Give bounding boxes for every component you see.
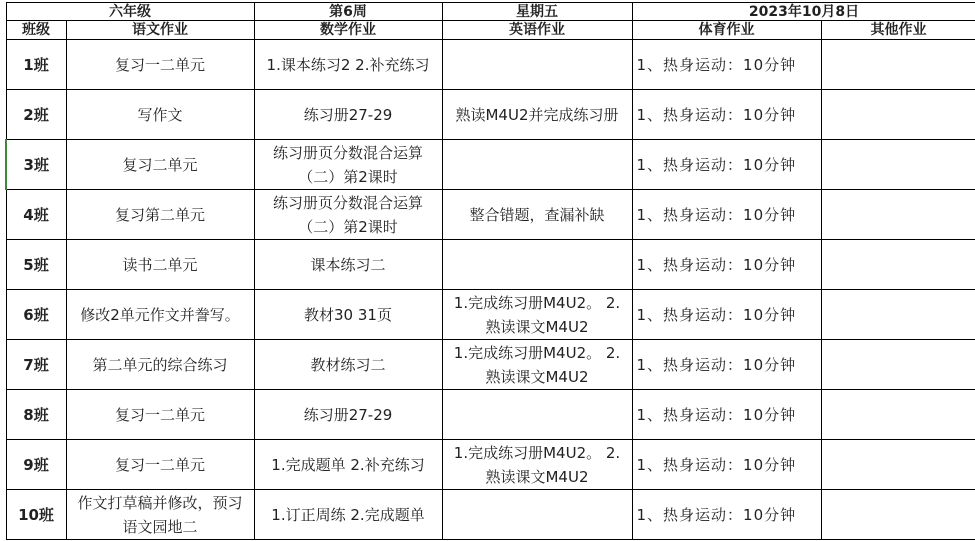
class-cell[interactable]: 3班 — [6, 140, 66, 190]
math-homework-cell[interactable]: 练习册27-29 — [254, 90, 442, 140]
col-header-other: 其他作业 — [821, 21, 975, 40]
english-homework-cell[interactable]: 1.完成练习册M4U2。 2.熟读课文M4U2 — [442, 340, 632, 390]
math-homework-cell[interactable]: 教材30 31页 — [254, 290, 442, 340]
other-homework-cell[interactable] — [821, 190, 975, 240]
english-homework-cell[interactable]: 1.完成练习册M4U2。 2.熟读课文M4U2 — [442, 290, 632, 340]
other-homework-cell[interactable] — [821, 140, 975, 190]
class-cell[interactable]: 5班 — [6, 240, 66, 290]
table-row — [6, 440, 975, 490]
english-homework-cell[interactable] — [442, 40, 632, 90]
grade-cell: 六年级 — [6, 3, 254, 21]
col-header-class: 班级 — [6, 21, 66, 40]
other-homework-cell[interactable] — [821, 390, 975, 440]
other-homework-cell[interactable] — [821, 490, 975, 540]
class-cell[interactable]: 10班 — [6, 490, 66, 540]
math-homework-cell[interactable]: 1.完成题单 2.补充练习 — [254, 440, 442, 490]
english-homework-cell[interactable] — [442, 390, 632, 440]
table-row — [6, 290, 975, 340]
pe-homework-cell[interactable]: 1、热身运动：10分钟 — [632, 290, 821, 340]
table-row — [6, 240, 975, 290]
table-row — [6, 140, 975, 190]
class-cell[interactable]: 9班 — [6, 440, 66, 490]
english-homework-cell[interactable] — [442, 490, 632, 540]
other-homework-cell[interactable] — [821, 90, 975, 140]
math-homework-cell[interactable]: 练习册页分数混合运算（二）第2课时 — [254, 190, 442, 240]
other-homework-cell[interactable] — [821, 40, 975, 90]
chinese-homework-cell[interactable]: 读书二单元 — [66, 240, 254, 290]
title-row — [6, 3, 975, 21]
pe-homework-cell[interactable]: 1、热身运动：10分钟 — [632, 190, 821, 240]
english-homework-cell[interactable] — [442, 140, 632, 190]
pe-homework-cell[interactable]: 1、热身运动：10分钟 — [632, 90, 821, 140]
chinese-homework-cell[interactable]: 修改2单元作文并誊写。 — [66, 290, 254, 340]
class-cell[interactable]: 8班 — [6, 390, 66, 440]
chinese-homework-cell[interactable]: 复习一二单元 — [66, 390, 254, 440]
table-row — [6, 340, 975, 390]
chinese-homework-cell[interactable]: 作文打草稿并修改，预习语文园地二 — [66, 490, 254, 540]
week-cell: 第6周 — [254, 3, 442, 21]
weekday-cell: 星期五 — [442, 3, 632, 21]
pe-homework-cell[interactable]: 1、热身运动：10分钟 — [632, 40, 821, 90]
homework-table — [5, 2, 975, 540]
table-row — [6, 40, 975, 90]
pe-homework-cell[interactable]: 1、热身运动：10分钟 — [632, 240, 821, 290]
table-row — [6, 190, 975, 240]
math-homework-cell[interactable]: 1.订正周练 2.完成题单 — [254, 490, 442, 540]
col-header-chinese: 语文作业 — [66, 21, 254, 40]
table-row — [6, 390, 975, 440]
other-homework-cell[interactable] — [821, 340, 975, 390]
english-homework-cell[interactable]: 1.完成练习册M4U2。 2.熟读课文M4U2 — [442, 440, 632, 490]
pe-homework-cell[interactable]: 1、热身运动：10分钟 — [632, 490, 821, 540]
math-homework-cell[interactable]: 练习册27-29 — [254, 390, 442, 440]
english-homework-cell[interactable]: 整合错题，查漏补缺 — [442, 190, 632, 240]
header-row — [6, 21, 975, 40]
pe-homework-cell[interactable]: 1、热身运动：10分钟 — [632, 340, 821, 390]
class-cell[interactable]: 6班 — [6, 290, 66, 340]
class-cell[interactable]: 7班 — [6, 340, 66, 390]
math-homework-cell[interactable]: 教材练习二 — [254, 340, 442, 390]
date-cell: 2023年10月8日 — [632, 3, 975, 21]
table-row — [6, 90, 975, 140]
chinese-homework-cell[interactable]: 复习二单元 — [66, 140, 254, 190]
other-homework-cell[interactable] — [821, 240, 975, 290]
pe-homework-cell[interactable]: 1、热身运动：10分钟 — [632, 140, 821, 190]
chinese-homework-cell[interactable]: 复习一二单元 — [66, 40, 254, 90]
other-homework-cell[interactable] — [821, 290, 975, 340]
col-header-english: 英语作业 — [442, 21, 632, 40]
chinese-homework-cell[interactable]: 复习第二单元 — [66, 190, 254, 240]
class-cell[interactable]: 2班 — [6, 90, 66, 140]
math-homework-cell[interactable]: 1.课本练习2 2.补充练习 — [254, 40, 442, 90]
class-cell[interactable]: 4班 — [6, 190, 66, 240]
english-homework-cell[interactable]: 熟读M4U2并完成练习册 — [442, 90, 632, 140]
col-header-math: 数学作业 — [254, 21, 442, 40]
other-homework-cell[interactable] — [821, 440, 975, 490]
table-row — [6, 490, 975, 540]
chinese-homework-cell[interactable]: 写作文 — [66, 90, 254, 140]
pe-homework-cell[interactable]: 1、热身运动：10分钟 — [632, 440, 821, 490]
chinese-homework-cell[interactable]: 复习一二单元 — [66, 440, 254, 490]
math-homework-cell[interactable]: 课本练习二 — [254, 240, 442, 290]
col-header-pe: 体育作业 — [632, 21, 821, 40]
chinese-homework-cell[interactable]: 第二单元的综合练习 — [66, 340, 254, 390]
pe-homework-cell[interactable]: 1、热身运动：10分钟 — [632, 390, 821, 440]
english-homework-cell[interactable] — [442, 240, 632, 290]
class-cell[interactable]: 1班 — [6, 40, 66, 90]
math-homework-cell[interactable]: 练习册页分数混合运算（二）第2课时 — [254, 140, 442, 190]
